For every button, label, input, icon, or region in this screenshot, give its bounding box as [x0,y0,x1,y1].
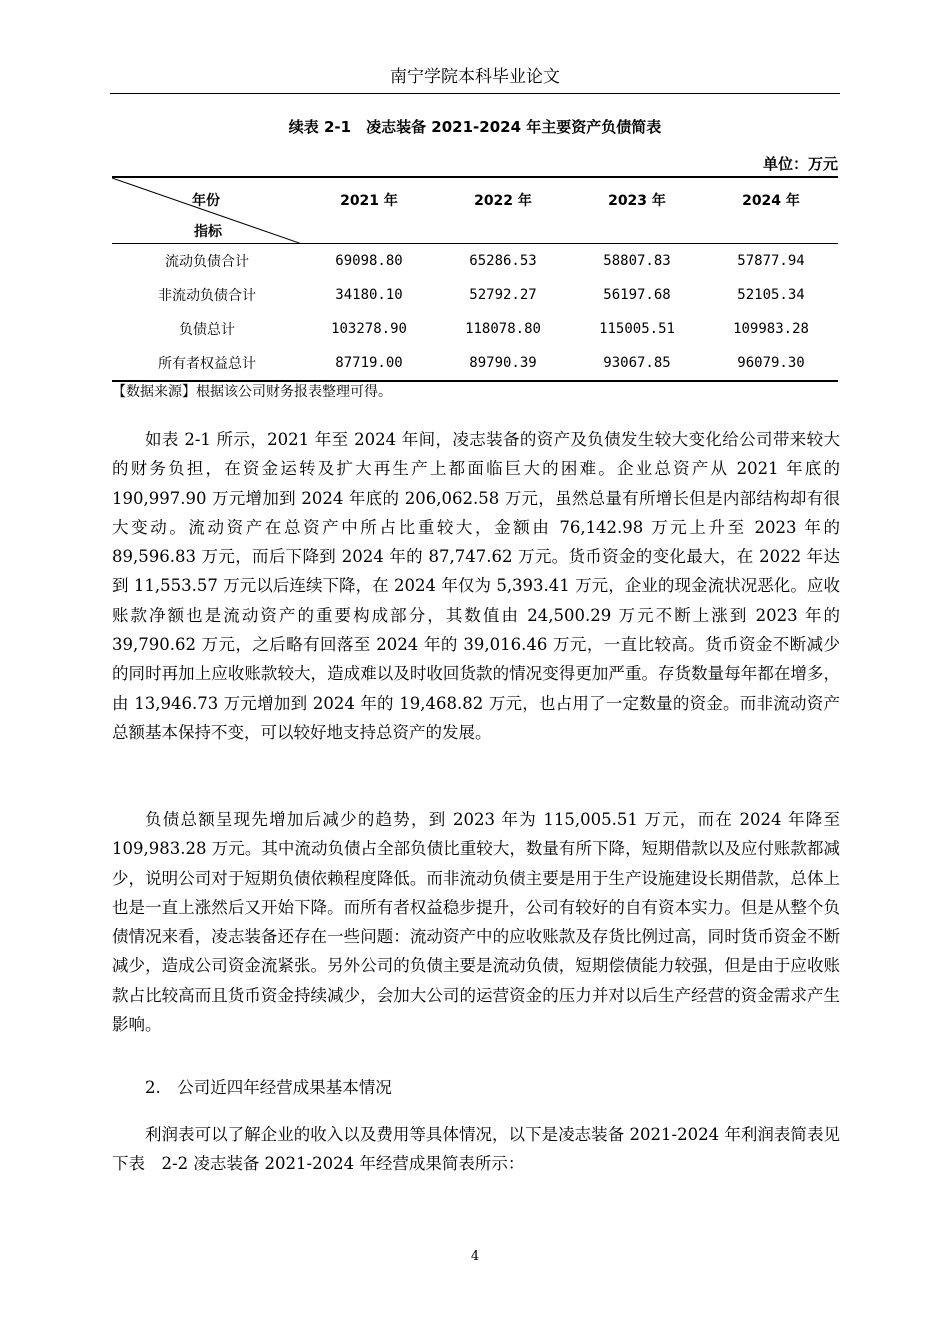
column-header: 2022 年 [474,193,532,209]
table-row [112,346,838,381]
table-cell: 52792.27 [469,286,537,303]
row-label: 流动负债合计 [165,253,249,270]
balance-table [112,176,838,382]
table-cell: 34180.10 [335,286,403,303]
table-source-note: 【数据来源】根据该公司财务报表整理可得。 [112,384,392,400]
table-cell: 118078.80 [465,320,541,337]
table-cell: 69098.80 [335,252,403,269]
body-section-3 [112,1120,840,1179]
table-row [112,243,838,278]
table-cell: 93067.85 [603,354,671,371]
column-header: 2024 年 [742,193,800,209]
table-cell: 65286.53 [469,252,537,269]
paragraph: 利润表可以了解企业的收入以及费用等具体情况，以下是凌志装备 2021-2024 年利润表简表见下表 2-2 凌志装备 2021-2024 年经营成果简表所示： [112,1125,840,1174]
page-number: 4 [470,1249,480,1264]
table-row [112,312,838,346]
table-cell: 115005.51 [599,320,675,337]
corner-indicator-label: 指标 [194,224,222,240]
body-section-1 [112,425,840,747]
column-header: 2021 年 [340,193,398,209]
paragraph: 负债总额呈现先增加后减少的趋势，到 2023 年为 115,005.51 万元，而在 2024 年降至 109,983.28 万元。其中流动负债占全部负债比重较大，数量有所下降，短期借款以及应付账款都减少，说明公司对于短期负债依赖程度降低。而非流动负债主要是用于生产设施建设长期借款，总体上也是一直上涨然后又开始下降。而所有者权益稳步提升，公司有较好的自有资本实力。但是从整个负债情况来看，凌志装备还存在一些问题：流动资产中的应收账款及存货比例过高，同时货币资金不断减少，造成公司资金流紧张。另外公司的负债主要是流动负债，短期偿债能力较强，但是由于应收账款占比较高而且货币资金持续减少，会加大公司的运营资金的压力并对以后生产经营的资金需求产生影响。 [112,810,840,1035]
table-cell: 52105.34 [737,286,805,303]
table-unit: 单位：万元 [762,155,838,173]
body-section-2 [112,805,840,1039]
diagonal-header-cell [112,177,302,243]
table-cell: 57877.94 [737,252,805,269]
paragraph: 如表 2-1 所示，2021 年至 2024 年间，凌志装备的资产及负债发生较大变化给公司带来较大的财务负担，在资金运转及扩大再生产上都面临巨大的困难。企业总资产从 2021 年底的 190,997.90 万元增加到 2024 年底的 206,062.58 万元，虽然总量有所增长但是内部结构却有很大变动。流动资产在总资产中所占比重较大，金额由 76,142.98 万元上升至 2023 年的 89,596.83 万元，而后下降到 2024 年的 87,747.62 万元。货币资金的变化最大，在 2022 年达到 11,553.57 万元以后连续下降，在 2024 年仅为 5,393.41 万元，企业的现金流状况恶化。应收账款净额也是流动资产的重要构成部分，其数值由 24,500.29 万元不断上涨到 2023 年的 39,790.62 万元，之后略有回落至 2024 年的 39,016.46 万元，一直比较高。货币资金不断减少的同时再加上应收账款较大，造成难以及时收回货款的情况变得更加严重。存货数量每年都在增多，由 13,946.73 万元增加到 2024 年的 19,468.82 万元，也占用了一定数量的资金。而非流动资产总额基本保持不变，可以较好地支持总资产的发展。 [112,430,840,742]
table-header-row [112,177,838,243]
row-label: 非流动负债合计 [158,287,256,304]
table-cell: 103278.90 [331,320,407,337]
row-label: 所有者权益总计 [158,355,256,372]
table-cell: 89790.39 [469,354,537,371]
table-cell: 96079.30 [737,354,805,371]
section-subheading: 2. 公司近四年经营成果基本情况 [145,1078,392,1097]
row-label: 负债总计 [179,321,235,338]
table-row [112,278,838,312]
table-cell: 109983.28 [733,320,809,337]
table-cell: 58807.83 [603,252,671,269]
table-cell: 56197.68 [603,286,671,303]
table-caption: 续表 2-1 凌志装备 2021-2024 年主要资产负债简表 [288,118,662,136]
page-header: 南宁学院本科毕业论文 [110,62,840,94]
table-cell: 87719.00 [335,354,403,371]
column-header: 2023 年 [608,193,666,209]
corner-year-label: 年份 [192,193,220,209]
